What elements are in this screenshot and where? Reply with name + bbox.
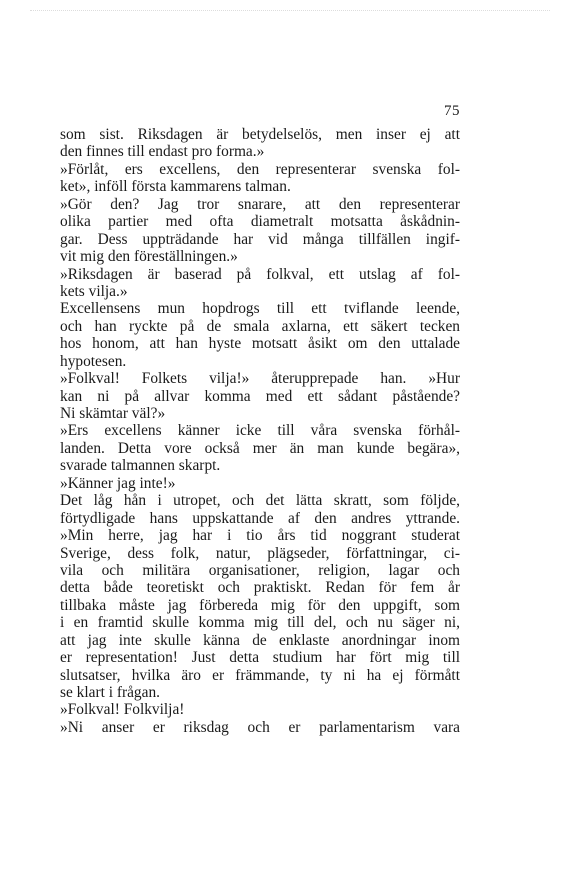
scan-edge-noise <box>30 10 550 19</box>
text-line: »Förlåt, ers excellens, den representerar svenska fol- <box>60 160 460 178</box>
text-line: den finnes till endast pro forma.» <box>60 143 265 161</box>
text-line: se klart i frågan. <box>60 684 160 701</box>
text-line: »Ers excellens känner icke till våra svenska förhål- <box>60 422 460 440</box>
text-line: er representation! Just detta studium har fört mig till <box>60 649 460 667</box>
text-line: kan ni på allvar komma med ett sådant påstående? <box>60 387 460 405</box>
text-line: slutsatser, hvilka äro er främmande, ty ni ha ej förmått <box>60 666 460 684</box>
text-line: »Min herre, jag har i tio års tid noggrant studerat <box>60 527 460 545</box>
text-line: hos honom, att han hyste motsatt åsikt om den uttalade <box>60 335 460 353</box>
text-line: »Riksdagen är baserad på folkval, ett utslag af fol- <box>60 265 460 283</box>
text-line: svarade talmannen skarpt. <box>60 457 221 475</box>
text-line: olika partier med ofta diametralt motsatta åskådnin- <box>60 213 460 231</box>
text-line: Ni skämtar väl?» <box>60 405 166 422</box>
text-line: i en framtid skulle komma mig till del, och nu säger ni, <box>60 614 460 632</box>
text-line: att jag inte skulle känna de enklaste anordningar inom <box>60 631 460 649</box>
text-line: gar. Dess uppträdande har vid många tillfällen ingif- <box>60 230 460 248</box>
text-line: vila och militära organisationer, religion, lagar och <box>60 561 460 579</box>
text-line: kets vilja.» <box>60 282 128 300</box>
text-line: »Folkval! Folkvilja! <box>60 701 185 719</box>
text-line: förtydligade hans uppskattande af den andres yttrande. <box>60 509 460 527</box>
text-line: »Folkval! Folkets vilja!» återupprepade han. »Hur <box>60 370 460 388</box>
page-number: 75 <box>444 103 460 119</box>
text-line: Sverige, dess folk, natur, plägseder, författningar, ci- <box>60 544 460 562</box>
text-line: »Ni anser er riksdag och er parlamentarism vara <box>60 718 460 736</box>
text-line: landen. Detta vore också mer än man kunde begära», <box>60 439 460 457</box>
text-line: ket», inföll första kammarens talman. <box>60 178 291 196</box>
body-text <box>60 126 460 736</box>
text-line: Det låg hån i utropet, och det lätta skratt, som följde, <box>60 492 460 510</box>
text-line: hypotesen. <box>60 352 127 370</box>
text-line: Excellensens mun hopdrogs till ett tviflande leende, <box>60 300 460 318</box>
text-line: detta både teoretiskt och praktiskt. Redan för fem år <box>60 579 460 597</box>
text-line: och han ryckte på de smala axlarna, ett säkert tecken <box>60 317 460 335</box>
text-line: »Känner jag inte!» <box>60 474 176 492</box>
text-line: som sist. Riksdagen är betydelselös, men inser ej att <box>60 126 460 143</box>
text-line: vit mig den föreställningen.» <box>60 248 238 266</box>
text-line: »Gör den? Jag tror snarare, att den representerar <box>60 195 460 213</box>
text-line: tillbaka måste jag förbereda mig för den uppgift, som <box>60 596 460 614</box>
